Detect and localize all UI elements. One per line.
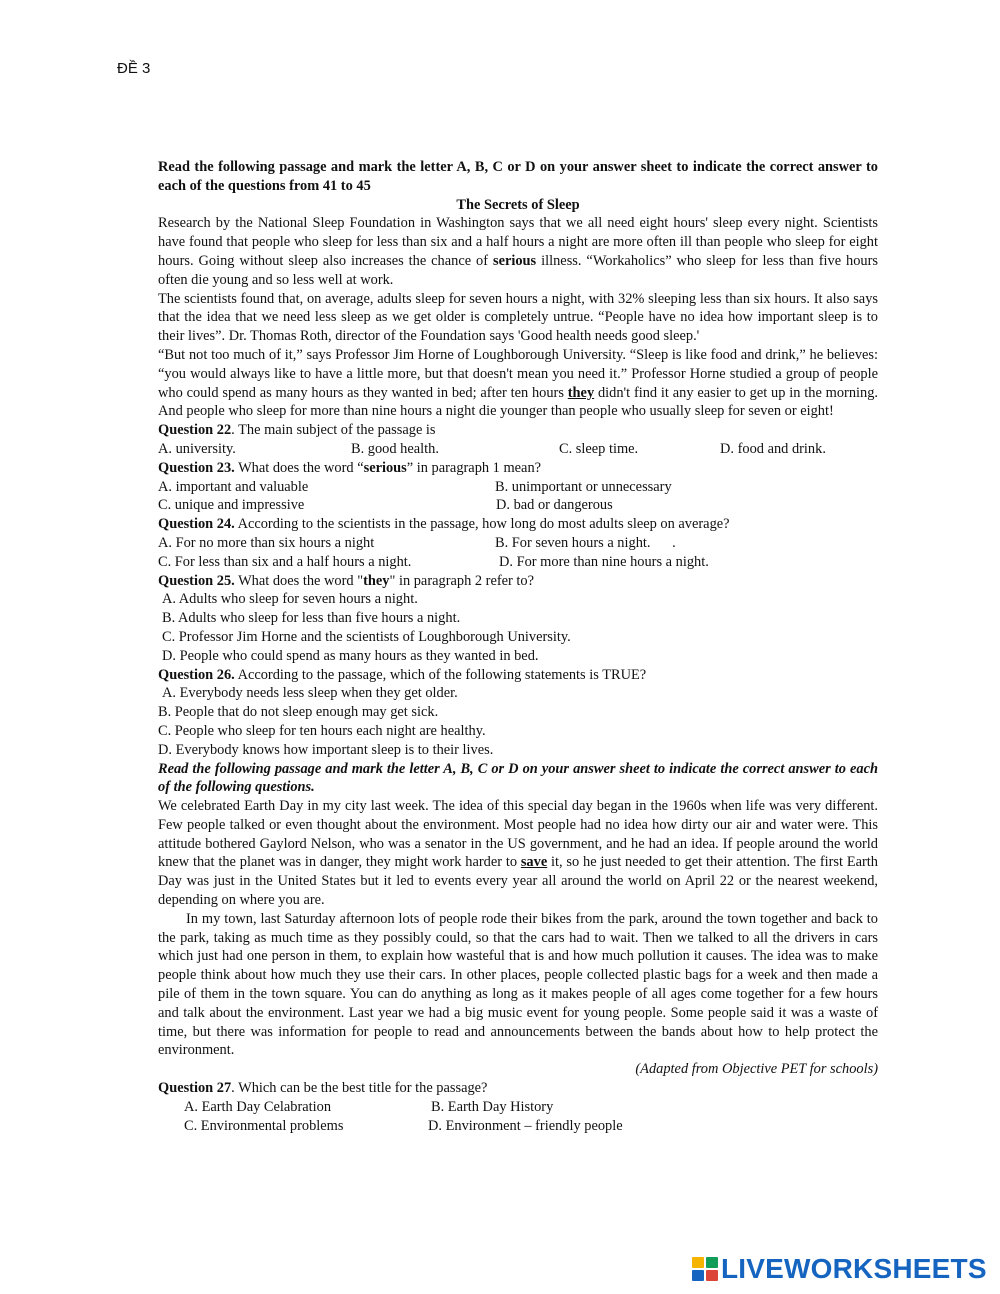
question-24-options-row2: [158, 553, 878, 572]
question-27-options-row1: [158, 1098, 878, 1117]
passage2-paragraph-2: In my town, last Saturday afternoon lots of people rode their bikes from the park, around the town together and back to the park, taking as much time as they possibly could, so that the cars had to wait. Then we talked to all the drivers in cars which just had one person in them, to explain how wasteful that is and how much pollution it causes. The idea was to make people think about how much they use their cars. In other places, people collected plastic bags for a week and then made a pile of them in the town square. You can do anything as long as it makes people of all ages come together for a few hours and talk about the environment. Last year we had a big music event for young people. Some people said it was a waste of time, but there was information for people to read and announcements between the bands about how to help protect the environment.: [158, 910, 878, 1059]
question-26: Question 26. According to the passage, which of the following statements is TRUE?: [158, 666, 647, 683]
question-27: Question 27. Which can be the best title for the passage?: [158, 1080, 488, 1097]
question-24-options-row1: [158, 534, 878, 553]
passage2-source: (Adapted from Objective PET for schools): [635, 1061, 878, 1078]
option-a[interactable]: A. Everybody needs less sleep when they get older.: [162, 685, 458, 702]
option-a[interactable]: A. university.: [158, 440, 236, 457]
option-a[interactable]: A. For no more than six hours a night: [158, 534, 375, 551]
liveworksheets-logo-icon: [692, 1257, 718, 1281]
option-a[interactable]: A. important and valuable: [158, 478, 309, 495]
option-d[interactable]: D. bad or dangerous: [496, 497, 613, 514]
option-b[interactable]: B. People that do not sleep enough may get sick.: [158, 704, 439, 721]
passage-title: The Secrets of Sleep: [456, 196, 580, 213]
option-b[interactable]: B. Adults who sleep for less than five hours a night.: [162, 610, 461, 627]
passage1-paragraph-1: Research by the National Sleep Foundation in Washington says that we all need eight hours' sleep every night. Scientists have found that people who sleep for less than six and a half hours a night are more often ill than people who sleep for eight hours. Going without sleep also increases the chance of serious illness. “Workaholics” who sleep for less than five hours often die young and so less well at work.: [158, 215, 878, 288]
option-c[interactable]: C. Professor Jim Horne and the scientists of Loughborough University.: [162, 628, 571, 645]
option-b[interactable]: B. good health.: [351, 440, 439, 457]
section2-instruction: Read the following passage and mark the letter A, B, C or D on your answer sheet to indicate the correct answer to each of the following questions.: [158, 760, 878, 796]
question-22-options: [158, 440, 878, 459]
section1-instruction: Read the following passage and mark the letter A, B, C or D on your answer sheet to indicate the correct answer to each of the questions from 41 to 45: [158, 159, 878, 194]
option-c[interactable]: C. For less than six and a half hours a night.: [158, 553, 412, 570]
liveworksheets-logo: [692, 1254, 987, 1284]
question-27-options-row2: [158, 1117, 878, 1136]
word-save: save: [520, 854, 548, 871]
option-d[interactable]: D. For more than nine hours a night.: [499, 553, 709, 570]
option-c[interactable]: C. sleep time.: [559, 440, 639, 457]
option-b[interactable]: B. For seven hours a night. .: [495, 534, 676, 551]
option-a[interactable]: A. Earth Day Celabration: [184, 1098, 332, 1115]
question-25: Question 25. What does the word "they" in paragraph 2 refer to?: [158, 572, 534, 589]
passage1-paragraph-3: “But not too much of it,” says Professor Jim Horne of Loughborough University. “Sleep is like food and drink,” he believes: “you would always like to have a little more, but that doesn't mean you need it.” Professor Horne studied a group of people who could spend as many hours as they wanted in bed; after ten hours they didn't find it any easier to get up in the morning. And people who sleep for more than nine hours a night die younger than people who usually sleep for seven or eight!: [158, 346, 879, 420]
question-23-options-row1: [158, 478, 878, 497]
option-d[interactable]: D. People who could spend as many hours as they wanted in bed.: [162, 647, 539, 664]
option-d[interactable]: D. Everybody knows how important sleep is to their lives.: [158, 741, 494, 758]
liveworksheets-logo-text: LIVEWORKSHEETS: [721, 1253, 987, 1284]
question-22: Question 22. The main subject of the passage is: [158, 422, 436, 439]
passage2-paragraph-1: We celebrated Earth Day in my city last week. The idea of this special day began in the 1960s when life was very different. Few people talked or even thought about the environment. Most people had no idea how dirty our air and water were. This attitude bothered Gaylord Nelson, who was a senator in the US government, and he had an idea. If people around the world knew that the planet was in danger, they might work harder to save it, so he just needed to get their attention. The first Earth Day was just in the United States but it led to events every year all around the world on April 22 or the nearest weekend, depending on where you are.: [158, 798, 878, 909]
option-c[interactable]: C. People who sleep for ten hours each night are healthy.: [158, 722, 486, 739]
option-b[interactable]: B. unimportant or unnecessary: [495, 478, 672, 495]
option-d[interactable]: D. Environment – friendly people: [428, 1117, 623, 1134]
passage1-paragraph-2: The scientists found that, on average, adults sleep for seven hours a night, with 32% sleeping less than six hours. It also says that the idea that we need less sleep as we get older is completely untrue. “People have no idea how important sleep is to their lives”. Dr. Thomas Roth, director of the Foundation says 'Good health needs good sleep.': [158, 290, 878, 345]
exam-label: ĐỀ 3: [117, 60, 151, 77]
question-24: Question 24. According to the scientists in the passage, how long do most adults sleep on average?: [158, 516, 730, 533]
word-serious: serious: [492, 252, 537, 269]
question-23: Question 23. What does the word “serious” in paragraph 1 mean?: [158, 459, 542, 476]
option-a[interactable]: A. Adults who sleep for seven hours a night.: [162, 591, 418, 608]
word-they: they: [567, 384, 595, 401]
option-b[interactable]: B. Earth Day History: [431, 1098, 554, 1115]
worksheet-document: [158, 158, 878, 1135]
option-d[interactable]: D. food and drink.: [720, 440, 826, 457]
question-23-options-row2: [158, 496, 878, 515]
option-c[interactable]: C. Environmental problems: [184, 1117, 344, 1134]
option-c[interactable]: C. unique and impressive: [158, 497, 305, 514]
